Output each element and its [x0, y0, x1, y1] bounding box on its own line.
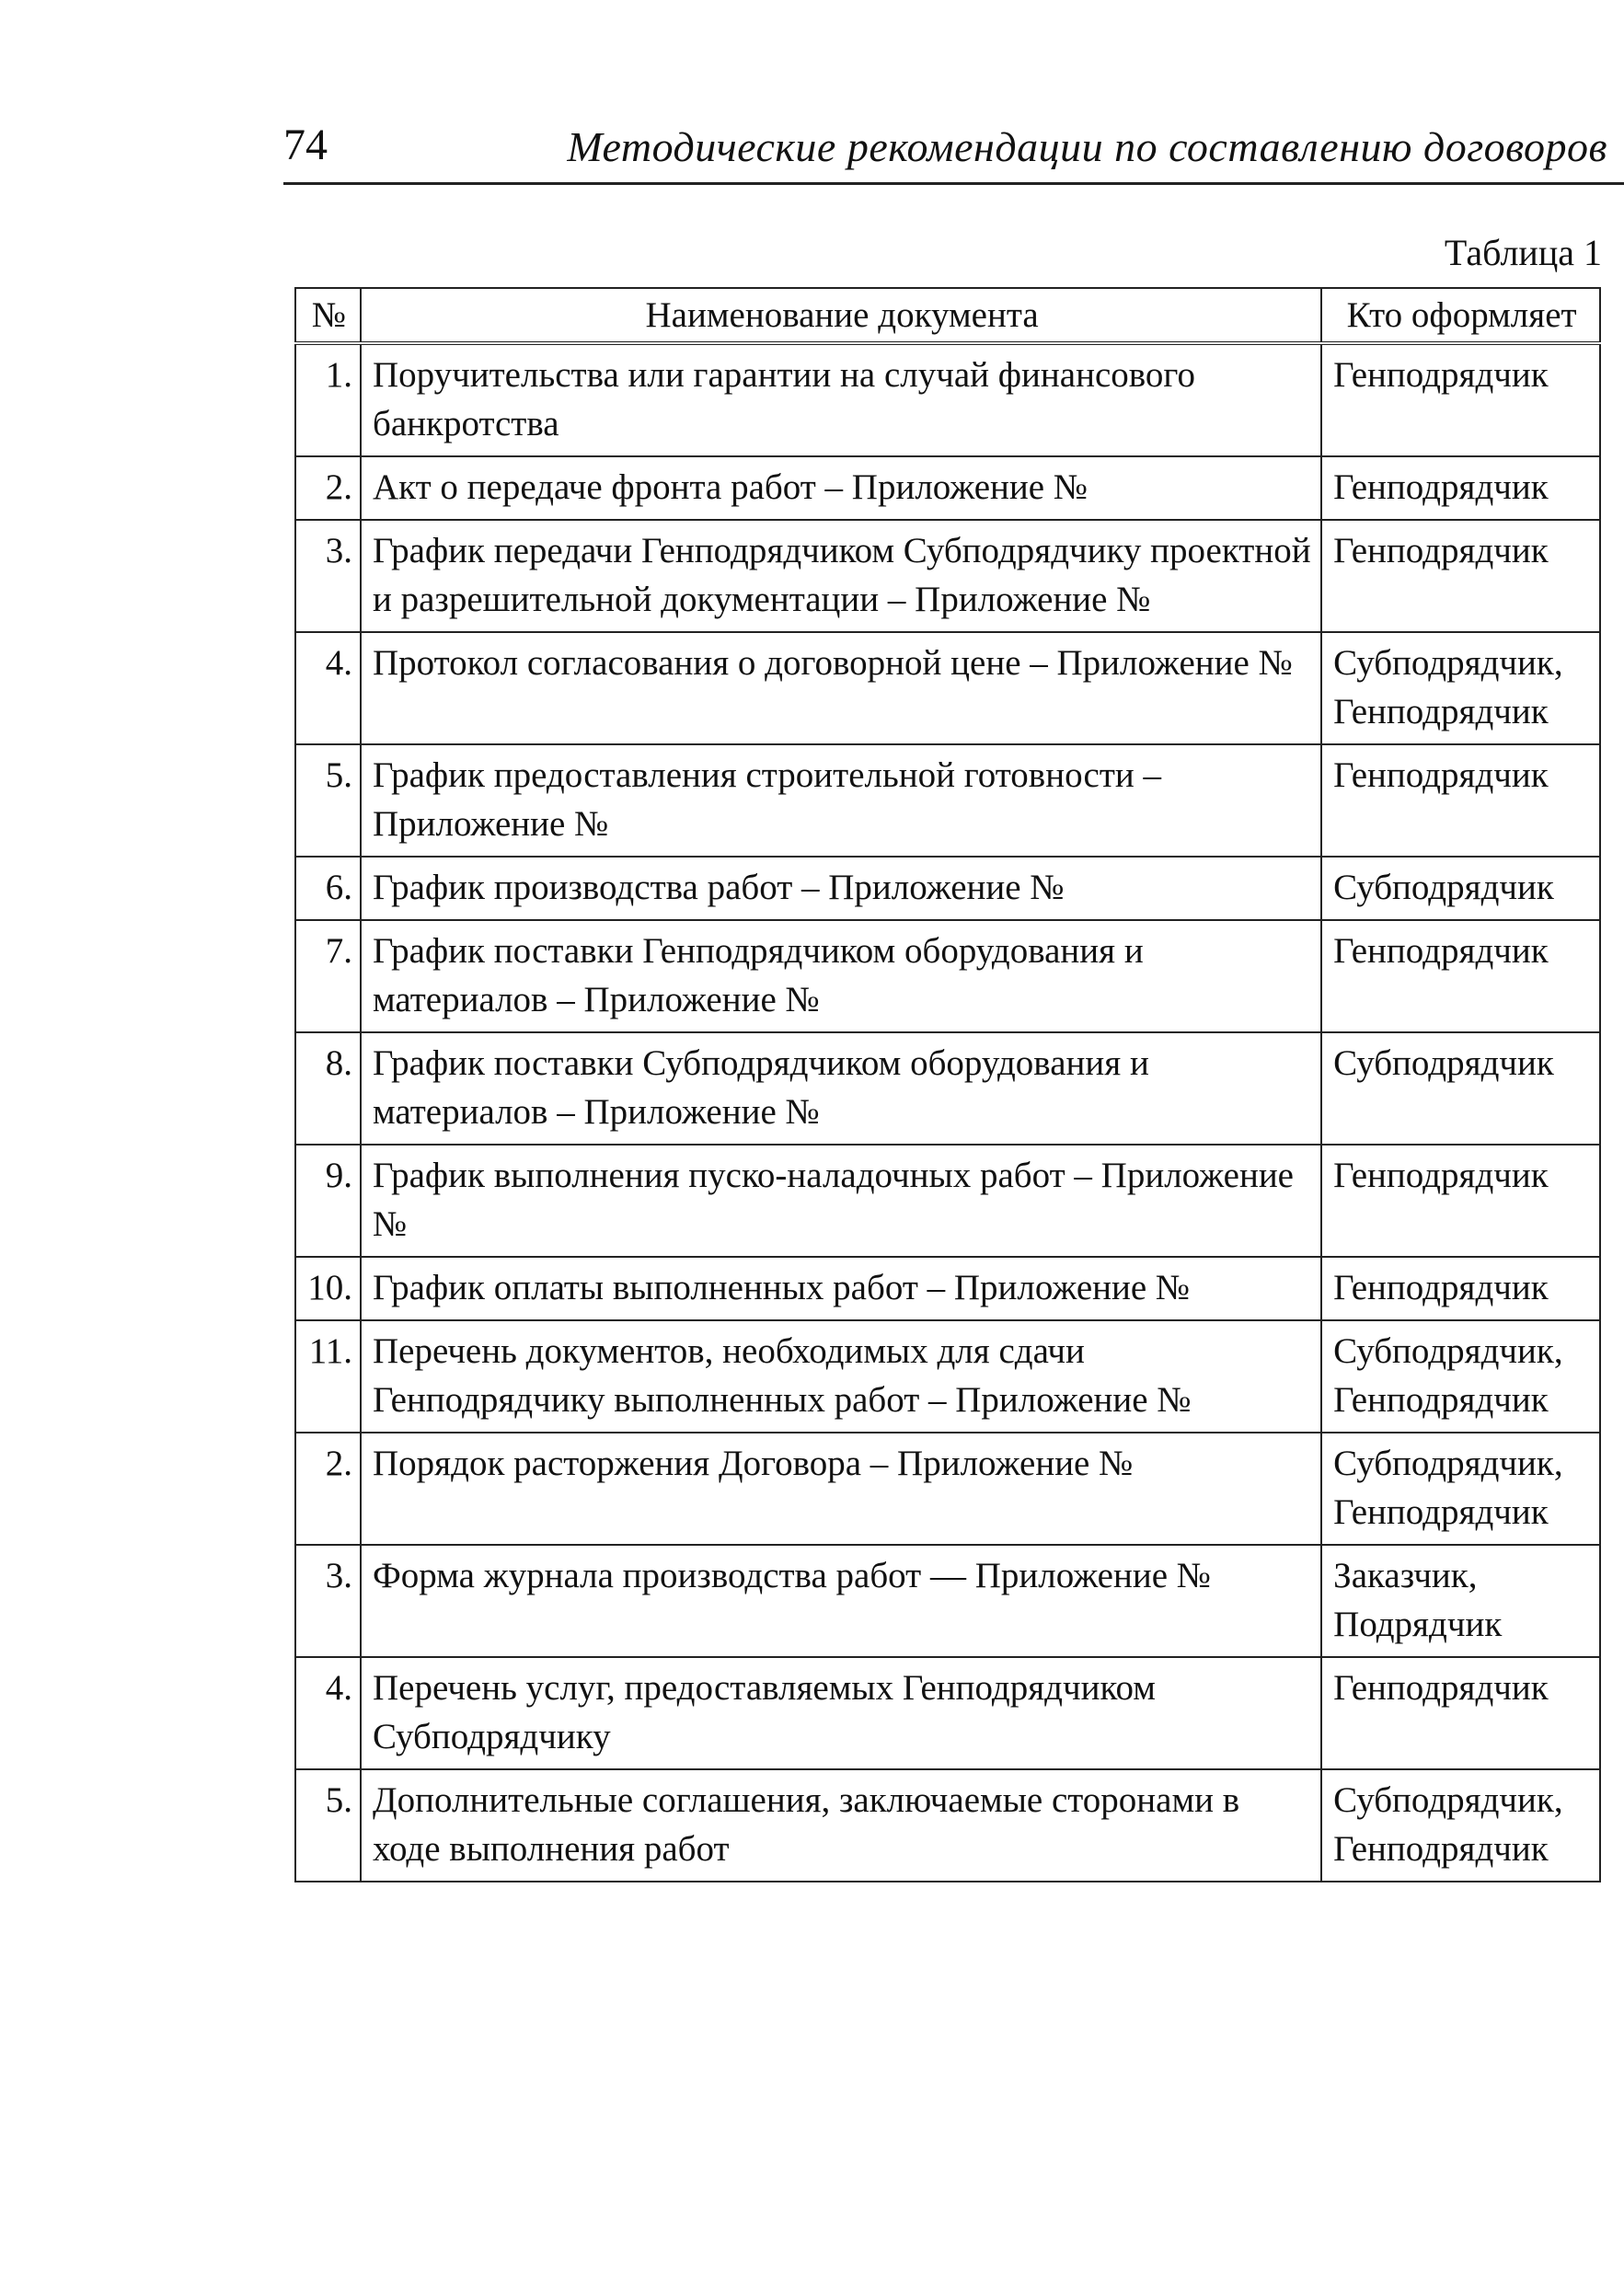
- responsible-party-line: Генподрядчик: [1333, 1668, 1549, 1708]
- documents-table: [294, 287, 1601, 1882]
- document-name: Перечень документов, необходимых для сдачи Генподрядчику выполненных работ – Приложение №: [361, 1320, 1321, 1433]
- document-name: Протокол согласования о договорной цене – Приложение №: [361, 632, 1321, 744]
- table-caption: Таблица 1: [1444, 232, 1602, 273]
- row-number: 7.: [295, 920, 361, 1032]
- table-row: [295, 632, 1600, 744]
- responsible-party: [1321, 1257, 1600, 1320]
- responsible-party: [1321, 1657, 1600, 1769]
- responsible-party-line: Генподрядчик: [1333, 931, 1549, 971]
- row-number: 9.: [295, 1145, 361, 1257]
- header-name: Наименование документа: [361, 288, 1321, 343]
- responsible-party-line: Субподрядчик,: [1333, 1780, 1563, 1820]
- header-rule: [283, 182, 1624, 185]
- responsible-party-line: Генподрядчик: [1333, 1156, 1549, 1195]
- table-row: [295, 1433, 1600, 1545]
- table-header-row: [295, 288, 1600, 343]
- row-number: 3.: [295, 1545, 361, 1657]
- responsible-party: [1321, 1032, 1600, 1145]
- row-number: 6.: [295, 857, 361, 920]
- document-name: Перечень услуг, предоставляемых Генподрядчиком Субподрядчику: [361, 1657, 1321, 1769]
- table-row: [295, 920, 1600, 1032]
- document-name: График предоставления строительной готовности – Приложение №: [361, 744, 1321, 857]
- document-name: График оплаты выполненных работ – Приложение №: [361, 1257, 1321, 1320]
- responsible-party-line: Генподрядчик: [1333, 692, 1549, 731]
- document-name: График поставки Субподрядчиком оборудования и материалов – Приложение №: [361, 1032, 1321, 1145]
- responsible-party: [1321, 520, 1600, 632]
- row-number: 5.: [295, 744, 361, 857]
- table-row: [295, 456, 1600, 520]
- row-number: 1.: [295, 343, 361, 456]
- row-number: 8.: [295, 1032, 361, 1145]
- responsible-party-line: Генподрядчик: [1333, 531, 1549, 570]
- table-row: [295, 1032, 1600, 1145]
- responsible-party-line: Субподрядчик: [1333, 1043, 1554, 1083]
- responsible-party: [1321, 1145, 1600, 1257]
- document-name: График выполнения пуско-наладочных работ – Приложение №: [361, 1145, 1321, 1257]
- header-num: №: [295, 288, 361, 343]
- document-name: График поставки Генподрядчиком оборудования и материалов – Приложение №: [361, 920, 1321, 1032]
- responsible-party: [1321, 744, 1600, 857]
- row-number: 2.: [295, 1433, 361, 1545]
- running-title: Методические рекомендации по составлению договоров: [567, 123, 1607, 170]
- row-number: 5.: [295, 1769, 361, 1882]
- row-number: 2.: [295, 456, 361, 520]
- responsible-party-line: Подрядчик: [1333, 1605, 1503, 1644]
- document-name: Дополнительные соглашения, заключаемые сторонами в ходе выполнения работ: [361, 1769, 1321, 1882]
- responsible-party-line: Заказчик,: [1333, 1556, 1478, 1595]
- responsible-party: [1321, 632, 1600, 744]
- table-row: [295, 1545, 1600, 1657]
- document-name: Форма журнала производства работ — Приложение №: [361, 1545, 1321, 1657]
- responsible-party-line: Генподрядчик: [1333, 355, 1549, 395]
- table-row: [295, 1657, 1600, 1769]
- table-row: [295, 520, 1600, 632]
- table-body: [295, 343, 1600, 1882]
- table-row: [295, 1320, 1600, 1433]
- responsible-party-line: Генподрядчик: [1333, 467, 1549, 507]
- table-row: [295, 744, 1600, 857]
- responsible-party-line: Генподрядчик: [1333, 1829, 1549, 1869]
- row-number: 4.: [295, 632, 361, 744]
- responsible-party: [1321, 1320, 1600, 1433]
- responsible-party-line: Субподрядчик: [1333, 868, 1554, 907]
- table-row: [295, 1769, 1600, 1882]
- responsible-party: [1321, 1545, 1600, 1657]
- responsible-party: [1321, 343, 1600, 456]
- responsible-party-line: Субподрядчик,: [1333, 1331, 1563, 1371]
- table-row: [295, 343, 1600, 456]
- responsible-party: [1321, 1433, 1600, 1545]
- responsible-party: [1321, 1769, 1600, 1882]
- responsible-party-line: Генподрядчик: [1333, 1492, 1549, 1532]
- responsible-party: [1321, 857, 1600, 920]
- row-number: 10.: [295, 1257, 361, 1320]
- header-who: Кто оформляет: [1321, 288, 1600, 343]
- responsible-party-line: Генподрядчик: [1333, 1380, 1549, 1420]
- responsible-party: [1321, 456, 1600, 520]
- responsible-party-line: Субподрядчик,: [1333, 643, 1563, 683]
- row-number: 3.: [295, 520, 361, 632]
- responsible-party-line: Генподрядчик: [1333, 755, 1549, 795]
- responsible-party-line: Генподрядчик: [1333, 1268, 1549, 1307]
- responsible-party-line: Субподрядчик,: [1333, 1444, 1563, 1483]
- row-number: 4.: [295, 1657, 361, 1769]
- document-name: Порядок расторжения Договора – Приложение №: [361, 1433, 1321, 1545]
- table-row: [295, 1257, 1600, 1320]
- document-name: Поручительства или гарантии на случай финансового банкротства: [361, 343, 1321, 456]
- document-name: График передачи Генподрядчиком Субподрядчику проектной и разрешительной документации – Приложение №: [361, 520, 1321, 632]
- row-number: 11.: [295, 1320, 361, 1433]
- page-number: 74: [283, 121, 328, 169]
- responsible-party: [1321, 920, 1600, 1032]
- table-row: [295, 857, 1600, 920]
- document-name: Акт о передаче фронта работ – Приложение №: [361, 456, 1321, 520]
- table-row: [295, 1145, 1600, 1257]
- document-name: График производства работ – Приложение №: [361, 857, 1321, 920]
